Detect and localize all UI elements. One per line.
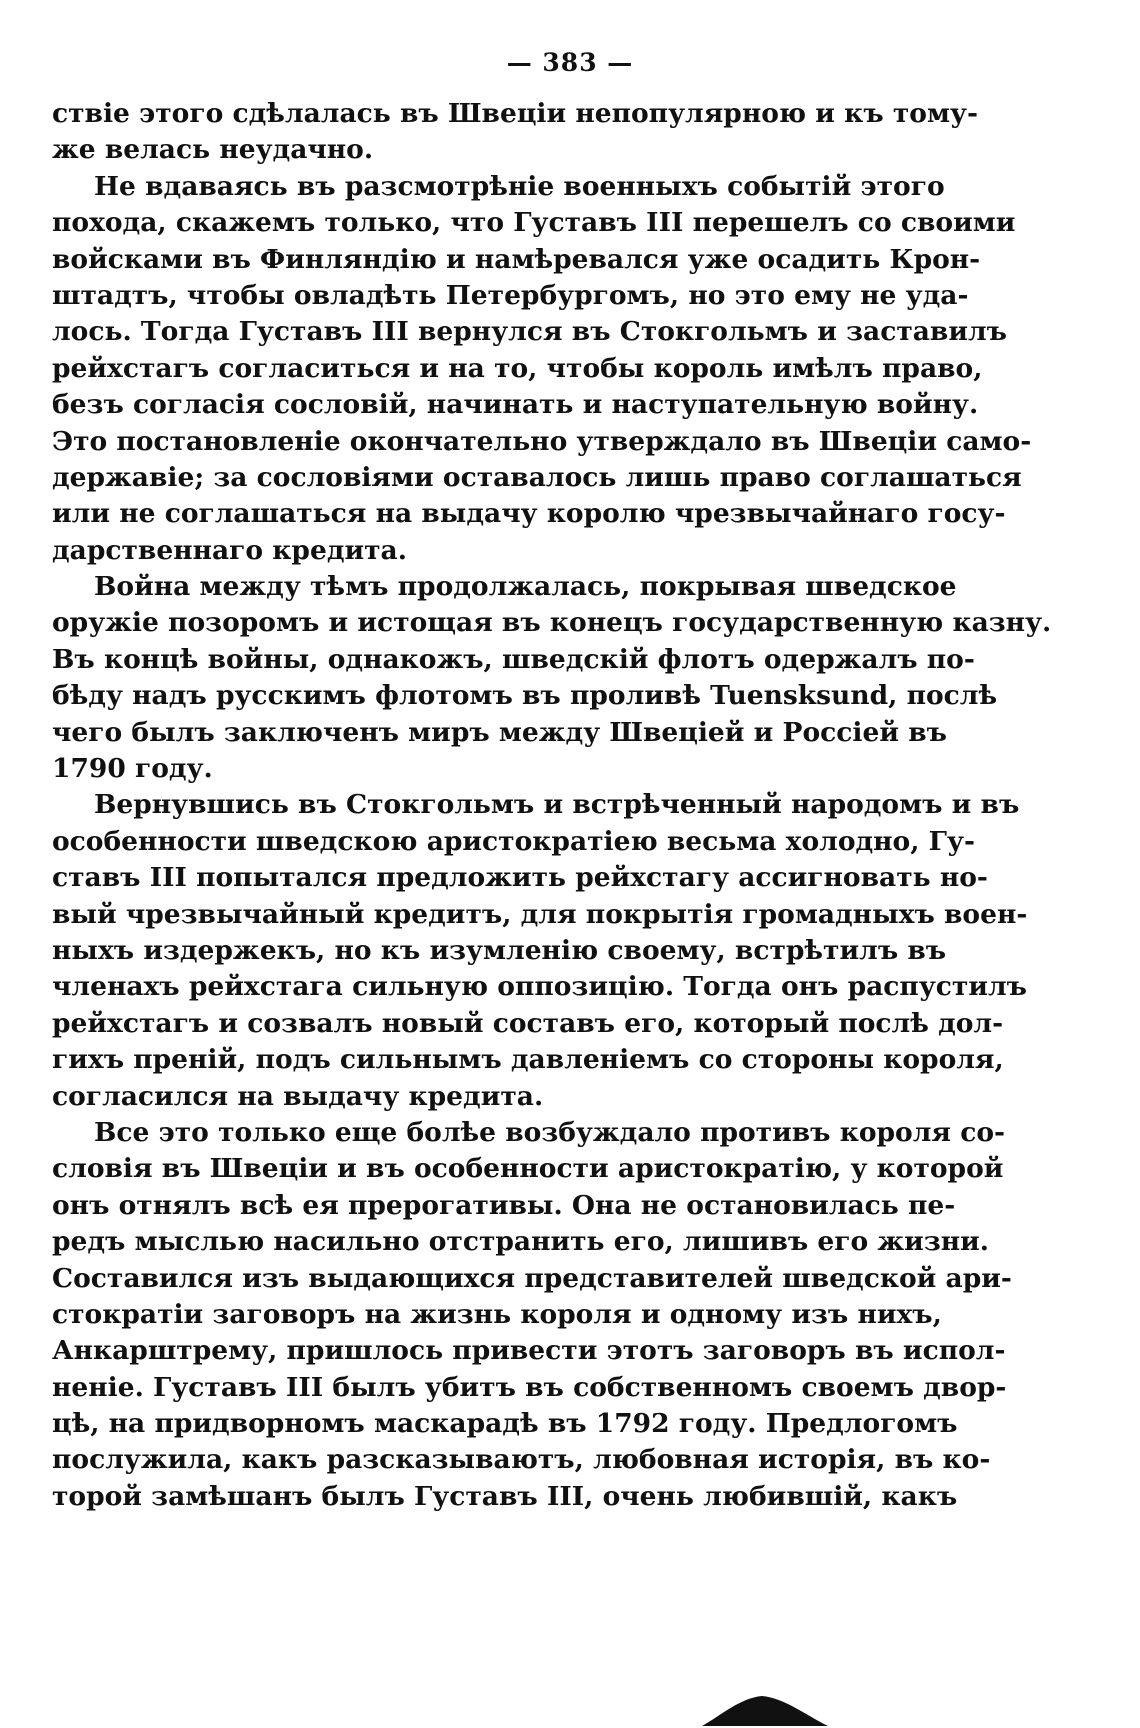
text-line: рейхстагъ и созвалъ новый составъ его, который послѣ дол-: [52, 1007, 1004, 1039]
text-line: же велась неудачно.: [52, 134, 374, 166]
text-line: согласился на выдачу кредита.: [52, 1080, 544, 1112]
text-line: послужила, какъ разсказываютъ, любовная исторія, въ ко-: [52, 1444, 991, 1476]
text-line: Война между тѣмъ продолжалась, покрывая шведское: [94, 571, 957, 603]
text-line: Это постановленіе окончательно утверждало въ Швеціи само-: [52, 425, 1032, 457]
text-line: Вернувшись въ Стокгольмъ и встрѣченный народомъ и въ: [94, 789, 1020, 821]
text-line: ставъ III попытался предложить рейхстагу ассигновать но-: [52, 862, 988, 894]
text-line: войсками въ Финляндію и намѣревался уже осадить Крон-: [52, 243, 981, 275]
text-line: словія въ Швеціи и въ особенности аристократію, у которой: [52, 1153, 1004, 1185]
text-line: членахъ рейхстага сильную оппозицію. Тогда онъ распустилъ: [52, 971, 1028, 1003]
text-line: рейхстагъ согласиться и на то, чтобы король имѣлъ право,: [52, 352, 983, 384]
text-line: редъ мыслью насильно отстранить его, лишивъ его жизни.: [52, 1226, 990, 1258]
text-line: чего былъ заключенъ миръ между Швеціей и Россіей въ: [52, 716, 947, 748]
text-line: особенности шведскою аристократіею весьма холодно, Гу-: [52, 825, 975, 857]
page-number: — 383 —: [506, 48, 634, 77]
text-line: Не вдаваясь въ разсмотрѣніе военныхъ событій этого: [94, 170, 945, 202]
text-line: лось. Тогда Густавъ III вернулся въ Стокгольмъ и заставилъ: [52, 316, 1007, 348]
text-line: оружіе позоромъ и истощая въ конецъ государственную казну.: [52, 607, 1052, 639]
text-line: онъ отнялъ всѣ ея прерогативы. Она не остановилась пе-: [52, 1189, 956, 1221]
text-line: 1790 году.: [52, 753, 213, 785]
text-line: гихъ преній, подъ сильнымъ давленіемъ со стороны короля,: [52, 1044, 1004, 1076]
text-line: ныхъ издержекъ, но къ изумленію своему, встрѣтилъ въ: [52, 934, 947, 966]
text-line: стократіи заговоръ на жизнь короля и одному изъ нихъ,: [52, 1298, 942, 1330]
text-line: вый чрезвычайный кредитъ, для покрытія громадныхъ воен-: [52, 898, 1028, 930]
text-line: Все это только еще болѣе возбуждало противъ короля со-: [94, 1116, 1006, 1148]
text-line: дарственнаго кредита.: [52, 534, 407, 566]
text-line: бѣду надъ русскимъ флотомъ въ проливѣ Tuensksund, послѣ: [52, 680, 998, 712]
text-line: неніе. Густавъ III былъ убитъ въ собственномъ своемъ двор-: [52, 1371, 1007, 1403]
body-text: [52, 96, 1052, 1515]
text-line: или не соглашаться на выдачу королю чрезвычайнаго госу-: [52, 498, 1006, 530]
text-line: Составился изъ выдающихся представителей шведской ари-: [52, 1262, 1012, 1294]
text-line: безъ согласія сословій, начинать и наступательную войну.: [52, 389, 979, 421]
text-line: похода, скажемъ только, что Густавъ III перешелъ со своими: [52, 207, 1016, 239]
text-line: торой замѣшанъ былъ Густавъ III, очень любившій, какъ: [52, 1480, 958, 1512]
text-line: штадтъ, чтобы овладѣть Петербургомъ, но это ему не уда-: [52, 279, 969, 311]
text-line: державіе; за сословіями оставалось лишь право соглашаться: [52, 461, 1022, 493]
text-line: Анкарштрему, пришлось привести этотъ заговоръ въ испол-: [52, 1335, 1006, 1367]
printer-ornament: [700, 1692, 830, 1728]
text-line: ствіе этого сдѣлалась въ Швеціи непопулярною и къ тому-: [52, 98, 978, 129]
text-line: Въ концѣ войны, однакожъ, шведскій флотъ одержалъ по-: [52, 643, 975, 675]
text-line: цѣ, на придворномъ маскарадѣ въ 1792 году. Предлогомъ: [52, 1408, 958, 1440]
